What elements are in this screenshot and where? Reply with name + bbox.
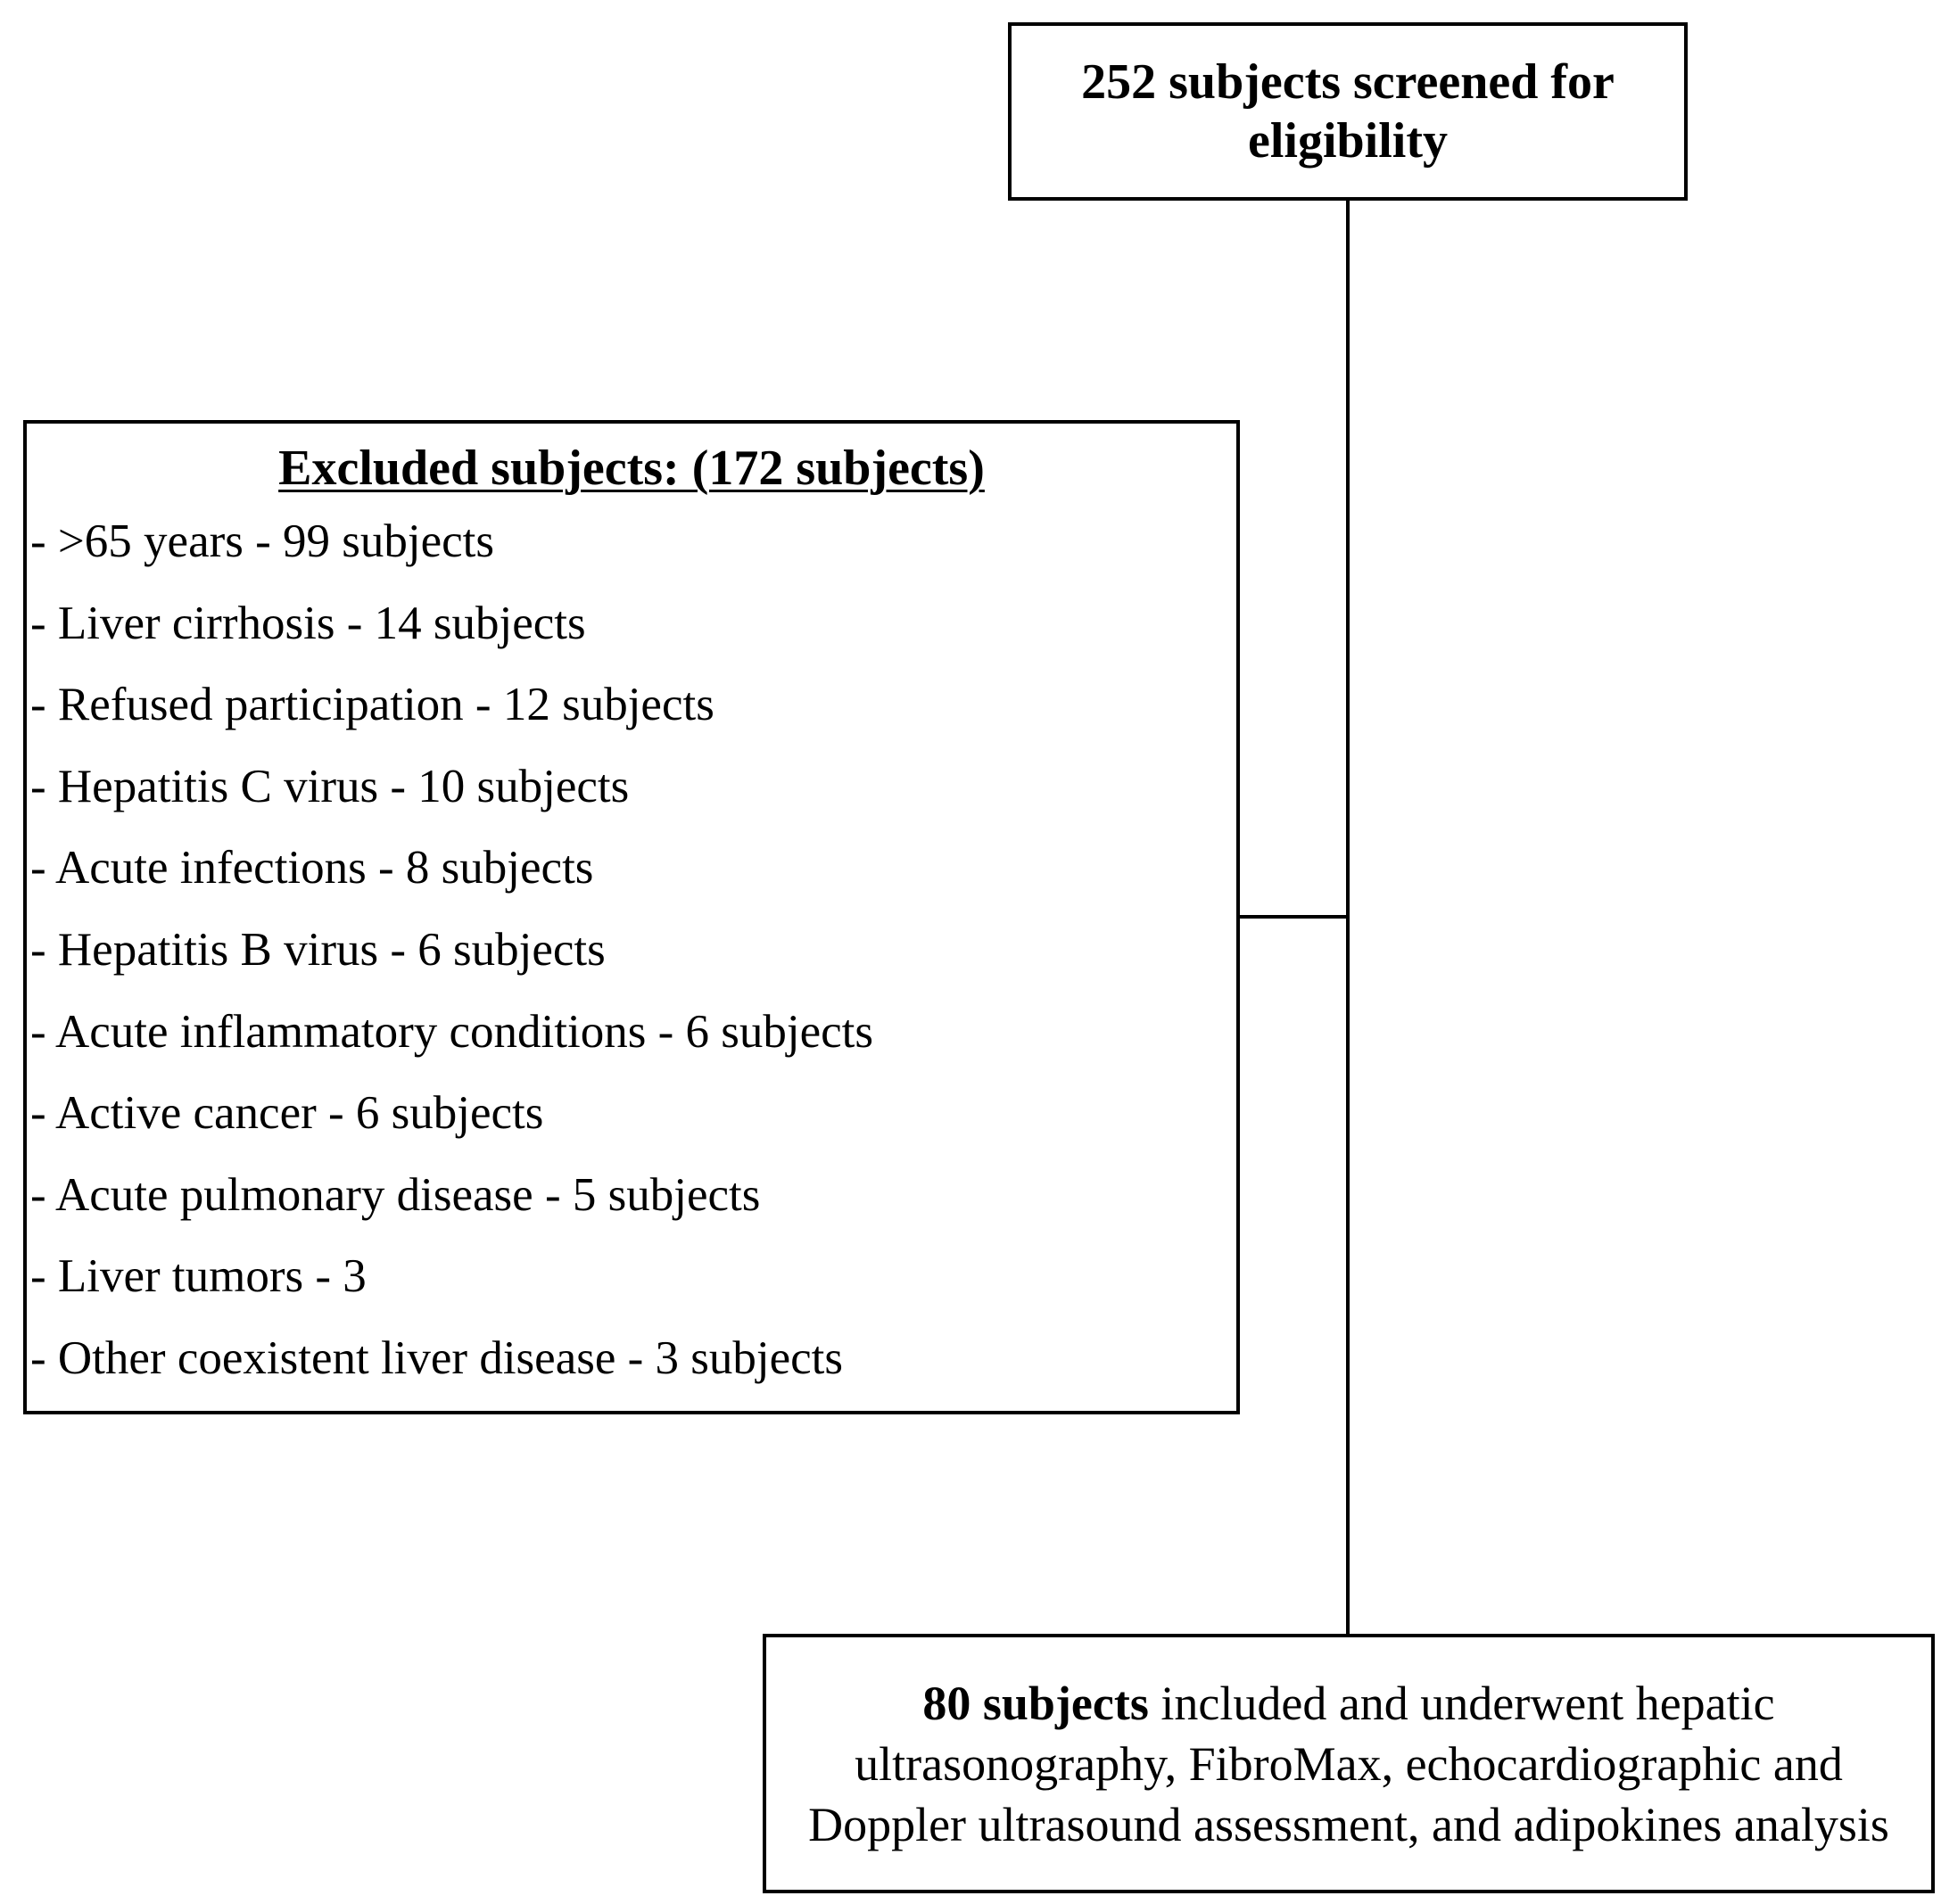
- excluded-item: - Refused participation - 12 subjects: [30, 679, 714, 731]
- excluded-item: - Active cancer - 6 subjects: [30, 1087, 544, 1140]
- excluded-item: - Other coexistent liver disease - 3 subjects: [30, 1331, 844, 1384]
- included-description: included and underwent hepatic ultrasonography, FibroMax, echocardiographic and Doppler ultrasound assessment, and adipokines analysis: [808, 1676, 1889, 1851]
- screened-text: 252 subjects screened for eligibility: [1081, 54, 1615, 169]
- included-text: [802, 1673, 1896, 1855]
- screened-box: [1008, 22, 1688, 201]
- included-box: [763, 1634, 1935, 1893]
- excluded-item: - Hepatitis B virus - 6 subjects: [30, 923, 606, 976]
- excluded-list: [30, 515, 1236, 1414]
- excluded-item: - Hepatitis C virus - 10 subjects: [30, 760, 630, 812]
- excluded-item: - >65 years - 99 subjects: [30, 515, 495, 567]
- excluded-item: - Acute infections - 8 subjects: [30, 842, 594, 894]
- flow-connector-exclusion-branch: [1240, 915, 1348, 919]
- excluded-item: - Acute inflammatory conditions - 6 subjects: [30, 1005, 873, 1058]
- excluded-item: - Acute pulmonary disease - 5 subjects: [30, 1168, 761, 1221]
- excluded-title: Excluded subjects: (172 subjects): [278, 441, 985, 496]
- excluded-item: - Liver tumors - 3: [30, 1250, 367, 1303]
- excluded-box: [23, 420, 1240, 1414]
- included-count: 80 subjects: [922, 1676, 1149, 1730]
- excluded-item: - Liver cirrhosis - 14 subjects: [30, 597, 586, 649]
